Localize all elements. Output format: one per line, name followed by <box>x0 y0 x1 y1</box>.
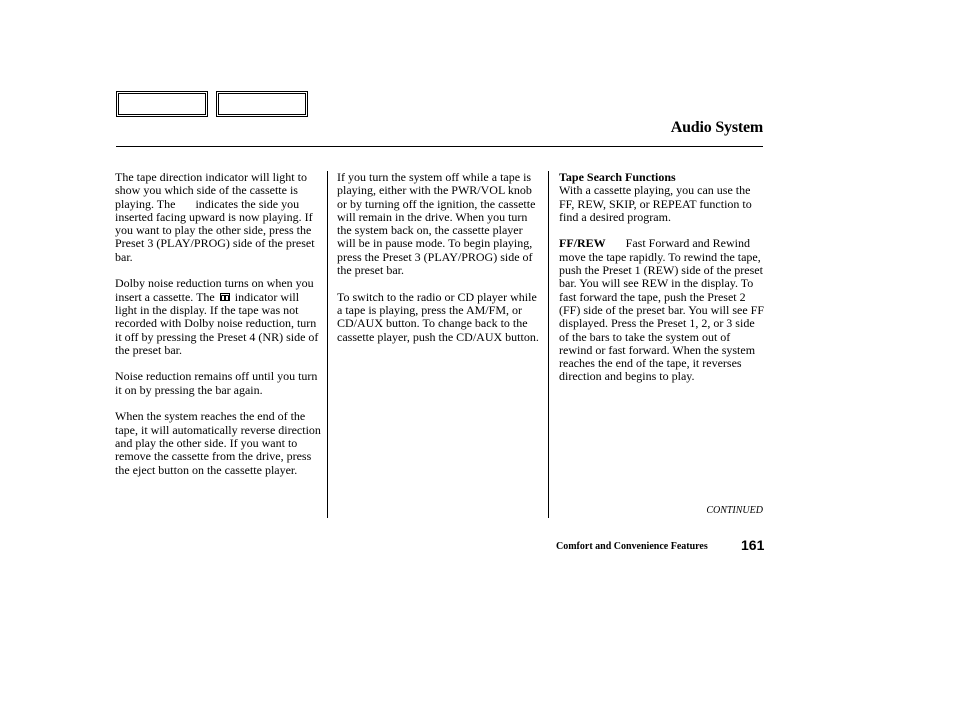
paragraph-dolby <box>115 277 321 357</box>
paragraph-auto-reverse: When the system reaches the end of the tape, it will automatically reverse direction and play the other side. If you want to remove the cassette from the drive, press the eject button on the cassette player. <box>115 409 321 477</box>
text-tape-direction-b: indicates the side you inserted facing upward is now playing. If you want to play the other side, press the Preset 3 (PLAY/PROG) side of the preset bar. <box>115 196 315 264</box>
paragraph-ff-rew <box>559 237 765 383</box>
paragraph-pause-mode: If you turn the system off while a tape is playing, either with the PWR/VOL knob or by turning off the ignition, the cassette will remain in the drive. When you turn the system back on, the cassette player will be in pause mode. To begin playing, press the Preset 3 (PLAY/PROG) side of the preset bar. <box>337 170 536 278</box>
text-dolby-a: Dolby noise reduction turns on when you insert a cassette. The <box>115 276 314 304</box>
tape-search-section <box>559 171 765 224</box>
page-title: Audio System <box>670 119 763 136</box>
page-number: 161 <box>741 537 765 553</box>
column-divider <box>327 171 328 518</box>
dolby-nr-icon <box>220 293 230 301</box>
ff-rew-text: Fast Forward and Rewind move the tape rapidly. To rewind the tape, push the Preset 1 (REW) side of the preset bar. You will see REW in the display. To fast forward the tape, push the Preset 2 (FF) side of the preset bar. You will see FF displayed. Press the Preset 1, 2, or 3 side of the bars to take the system out of rewind or fast forward. When the system reaches the end of the tape, it reverses direction and begins to play. <box>559 236 764 384</box>
tape-search-intro: With a cassette playing, you can use the FF, REW, SKIP, or REPEAT function to find a desired program. <box>559 183 752 224</box>
title-divider <box>116 146 763 147</box>
nav-button-main-menu[interactable] <box>116 91 208 117</box>
right-column <box>559 171 765 397</box>
ff-rew-label: FF/REW <box>559 236 606 251</box>
text-tape-direction-a: The tape direction indicator will light to show you which side of the cassette is playing. The <box>115 170 307 211</box>
paragraph-switch-source: To switch to the radio or CD player while a tape is playing, press the AM/FM, or CD/AUX button. To change back to the cassette player, push the CD/AUX button. <box>337 289 539 344</box>
left-column <box>115 171 321 490</box>
tape-search-heading: Tape Search Functions <box>559 170 676 184</box>
paragraph-tape-direction <box>115 171 321 264</box>
text-dolby-b: indicator will light in the display. If the tape was not recorded with Dolby noise reduction, turn it off by pressing the Preset 4 (NR) side of the preset bar. <box>115 289 319 357</box>
column-divider <box>548 171 549 518</box>
footer-section-title: Comfort and Convenience Features <box>556 541 708 552</box>
nav-button-table-of-contents[interactable] <box>216 91 308 117</box>
middle-column <box>337 171 543 357</box>
continued-label: CONTINUED <box>706 505 763 516</box>
paragraph-noise-reduction: Noise reduction remains off until you turn it on by pressing the bar again. <box>115 369 318 397</box>
